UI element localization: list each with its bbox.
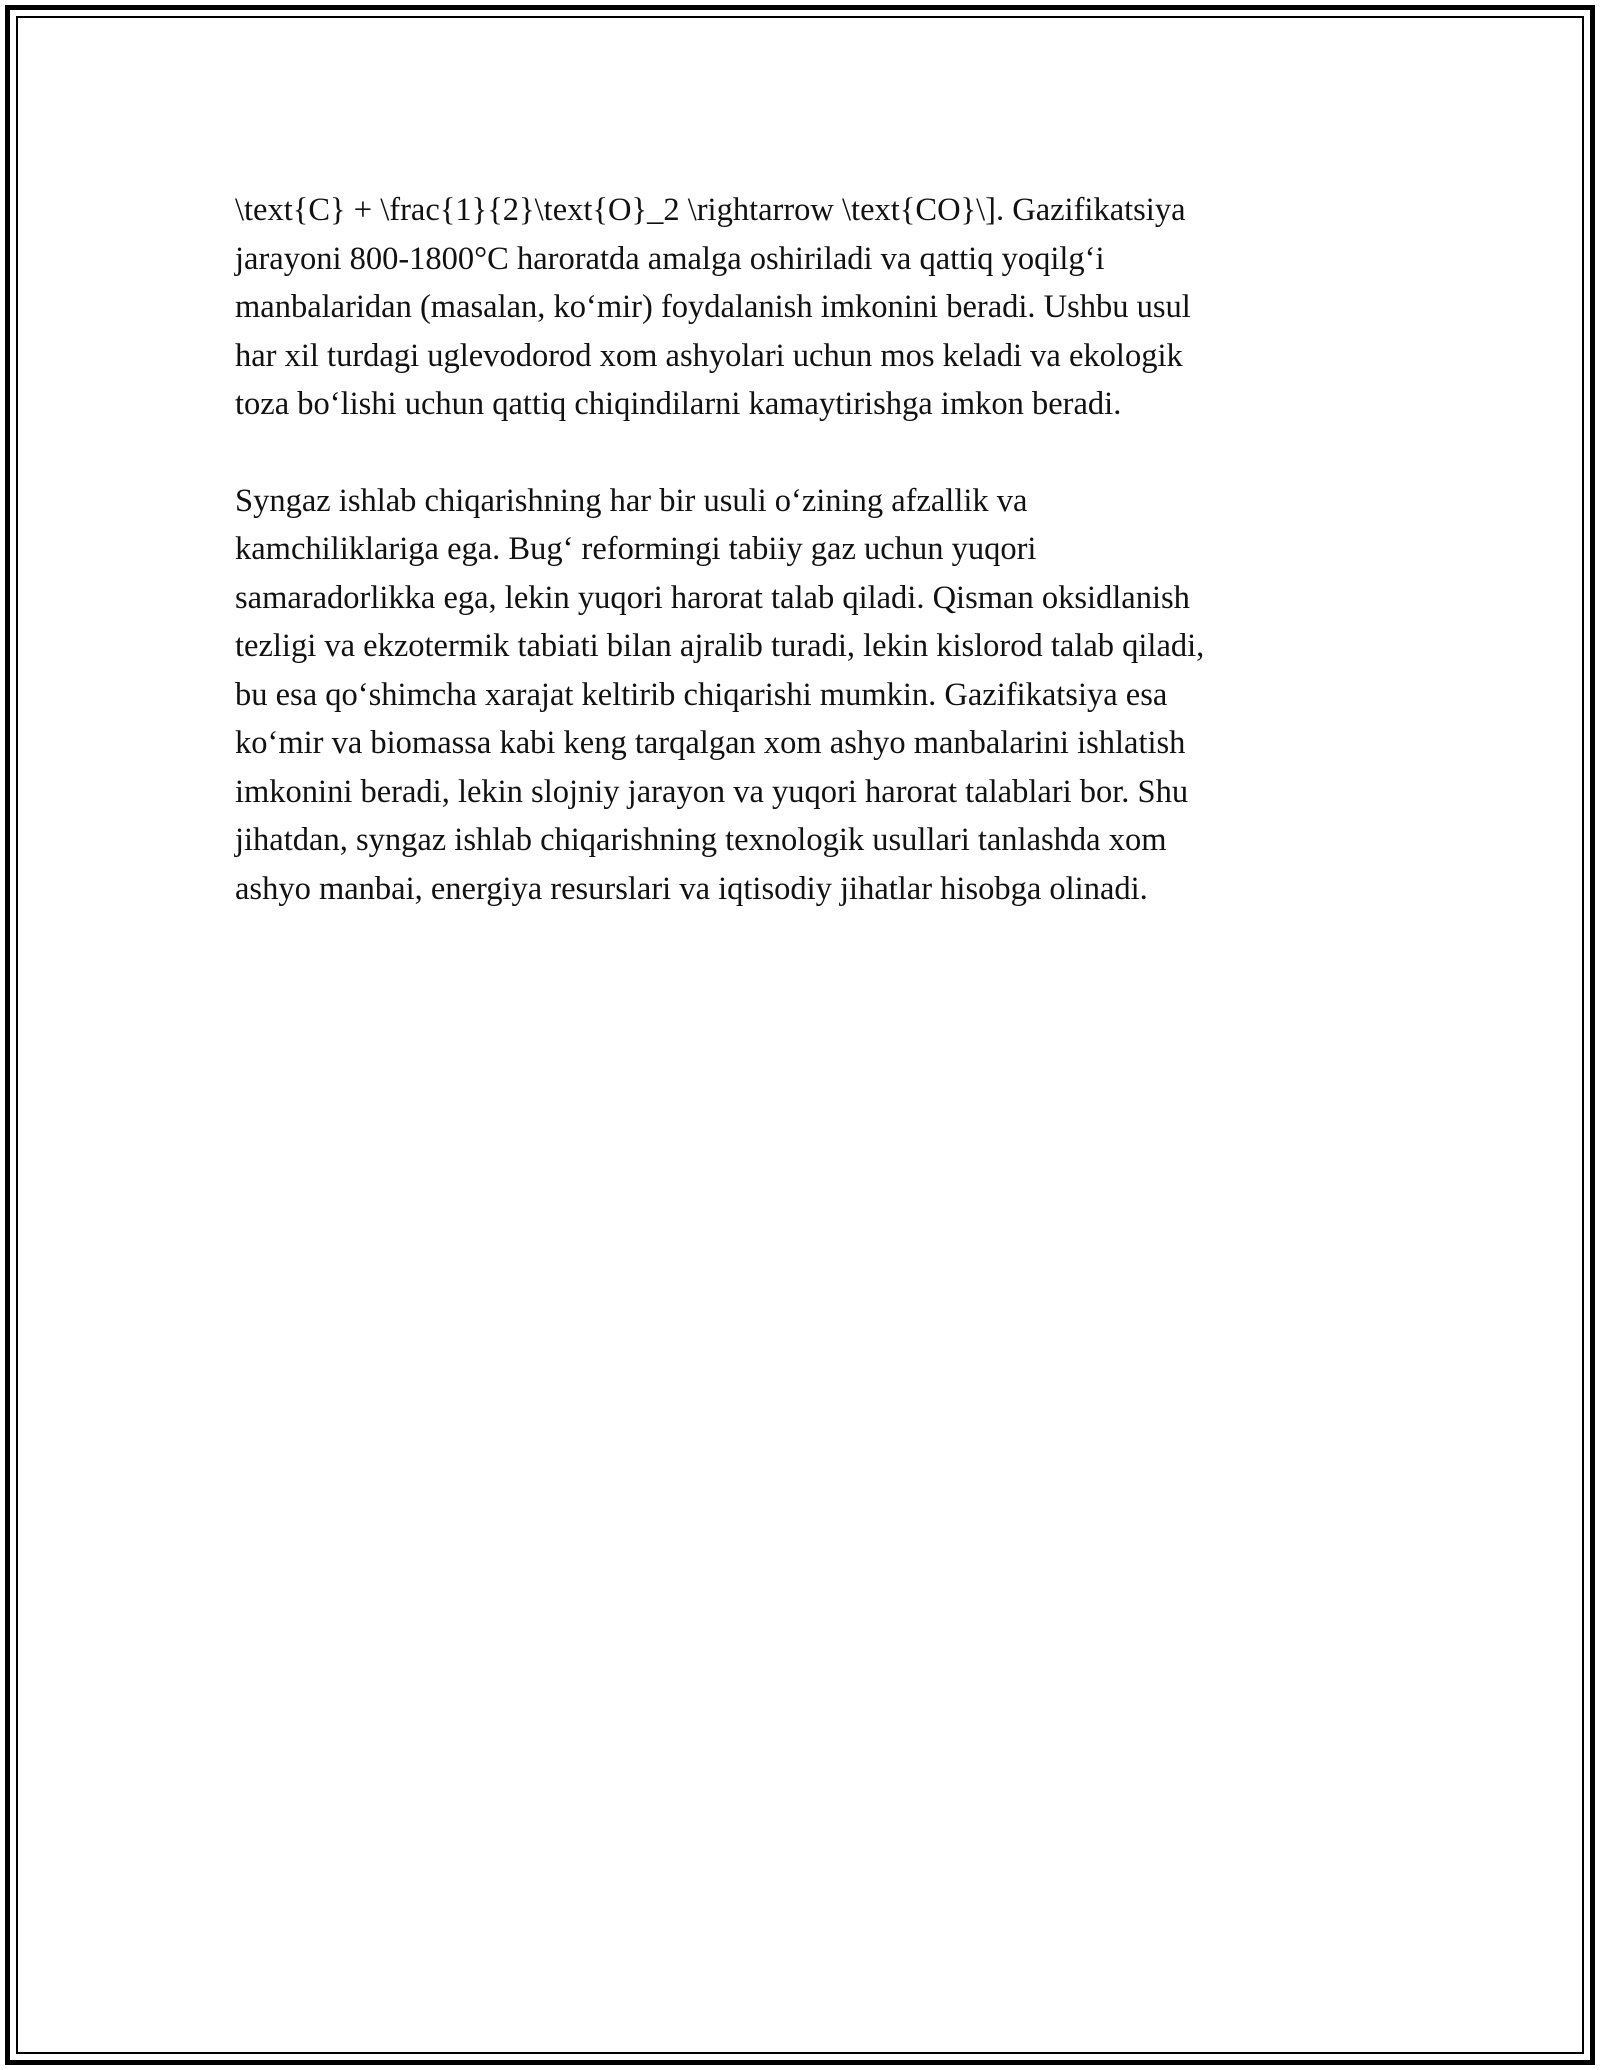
document-body [235,186,1360,913]
paragraph-methods-comparison: Syngaz ishlab chiqarishning har bir usuli o‘zining afzallik va kamchiliklariga ega. Bug‘ reformingi tabiiy gaz uchun yuqori samaradorlikka ega, lekin yuqori harorat talab qiladi. Qisman oksidlanish tezligi va ekzotermik tabiati bilan ajralib turadi, lekin kislorod talab qiladi, bu esa qo‘shimcha xarajat keltirib chiqarishi mumkin. Gazifikatsiya esa ko‘mir va biomassa kabi keng tarqalgan xom ashyo manbalarini ishlatish imkonini beradi, lekin slojniy jarayon va yuqori harorat talablari bor. Shu jihatdan, syngaz ishlab chiqarishning texnologik usullari tanlashda xom ashyo manbai, energiya resurslari va iqtisodiy jihatlar hisobga olinadi. [235,482,1205,907]
paragraph-gasification: \text{C} + \frac{1}{2}\text{O}_2 \rightarrow \text{CO}\]. Gazifikatsiya jarayoni 800-1800°C haroratda amalga oshiriladi va qattiq yoqilg‘i manbalaridan (masalan, ko‘mir) foydalanish imkonini beradi. Ushbu usul har xil turdagi uglevodorod xom ashyolari uchun mos keladi va ekologik toza bo‘lishi uchun qattiq chiqindilarni kamaytirishga imkon beradi. [235,192,1191,422]
